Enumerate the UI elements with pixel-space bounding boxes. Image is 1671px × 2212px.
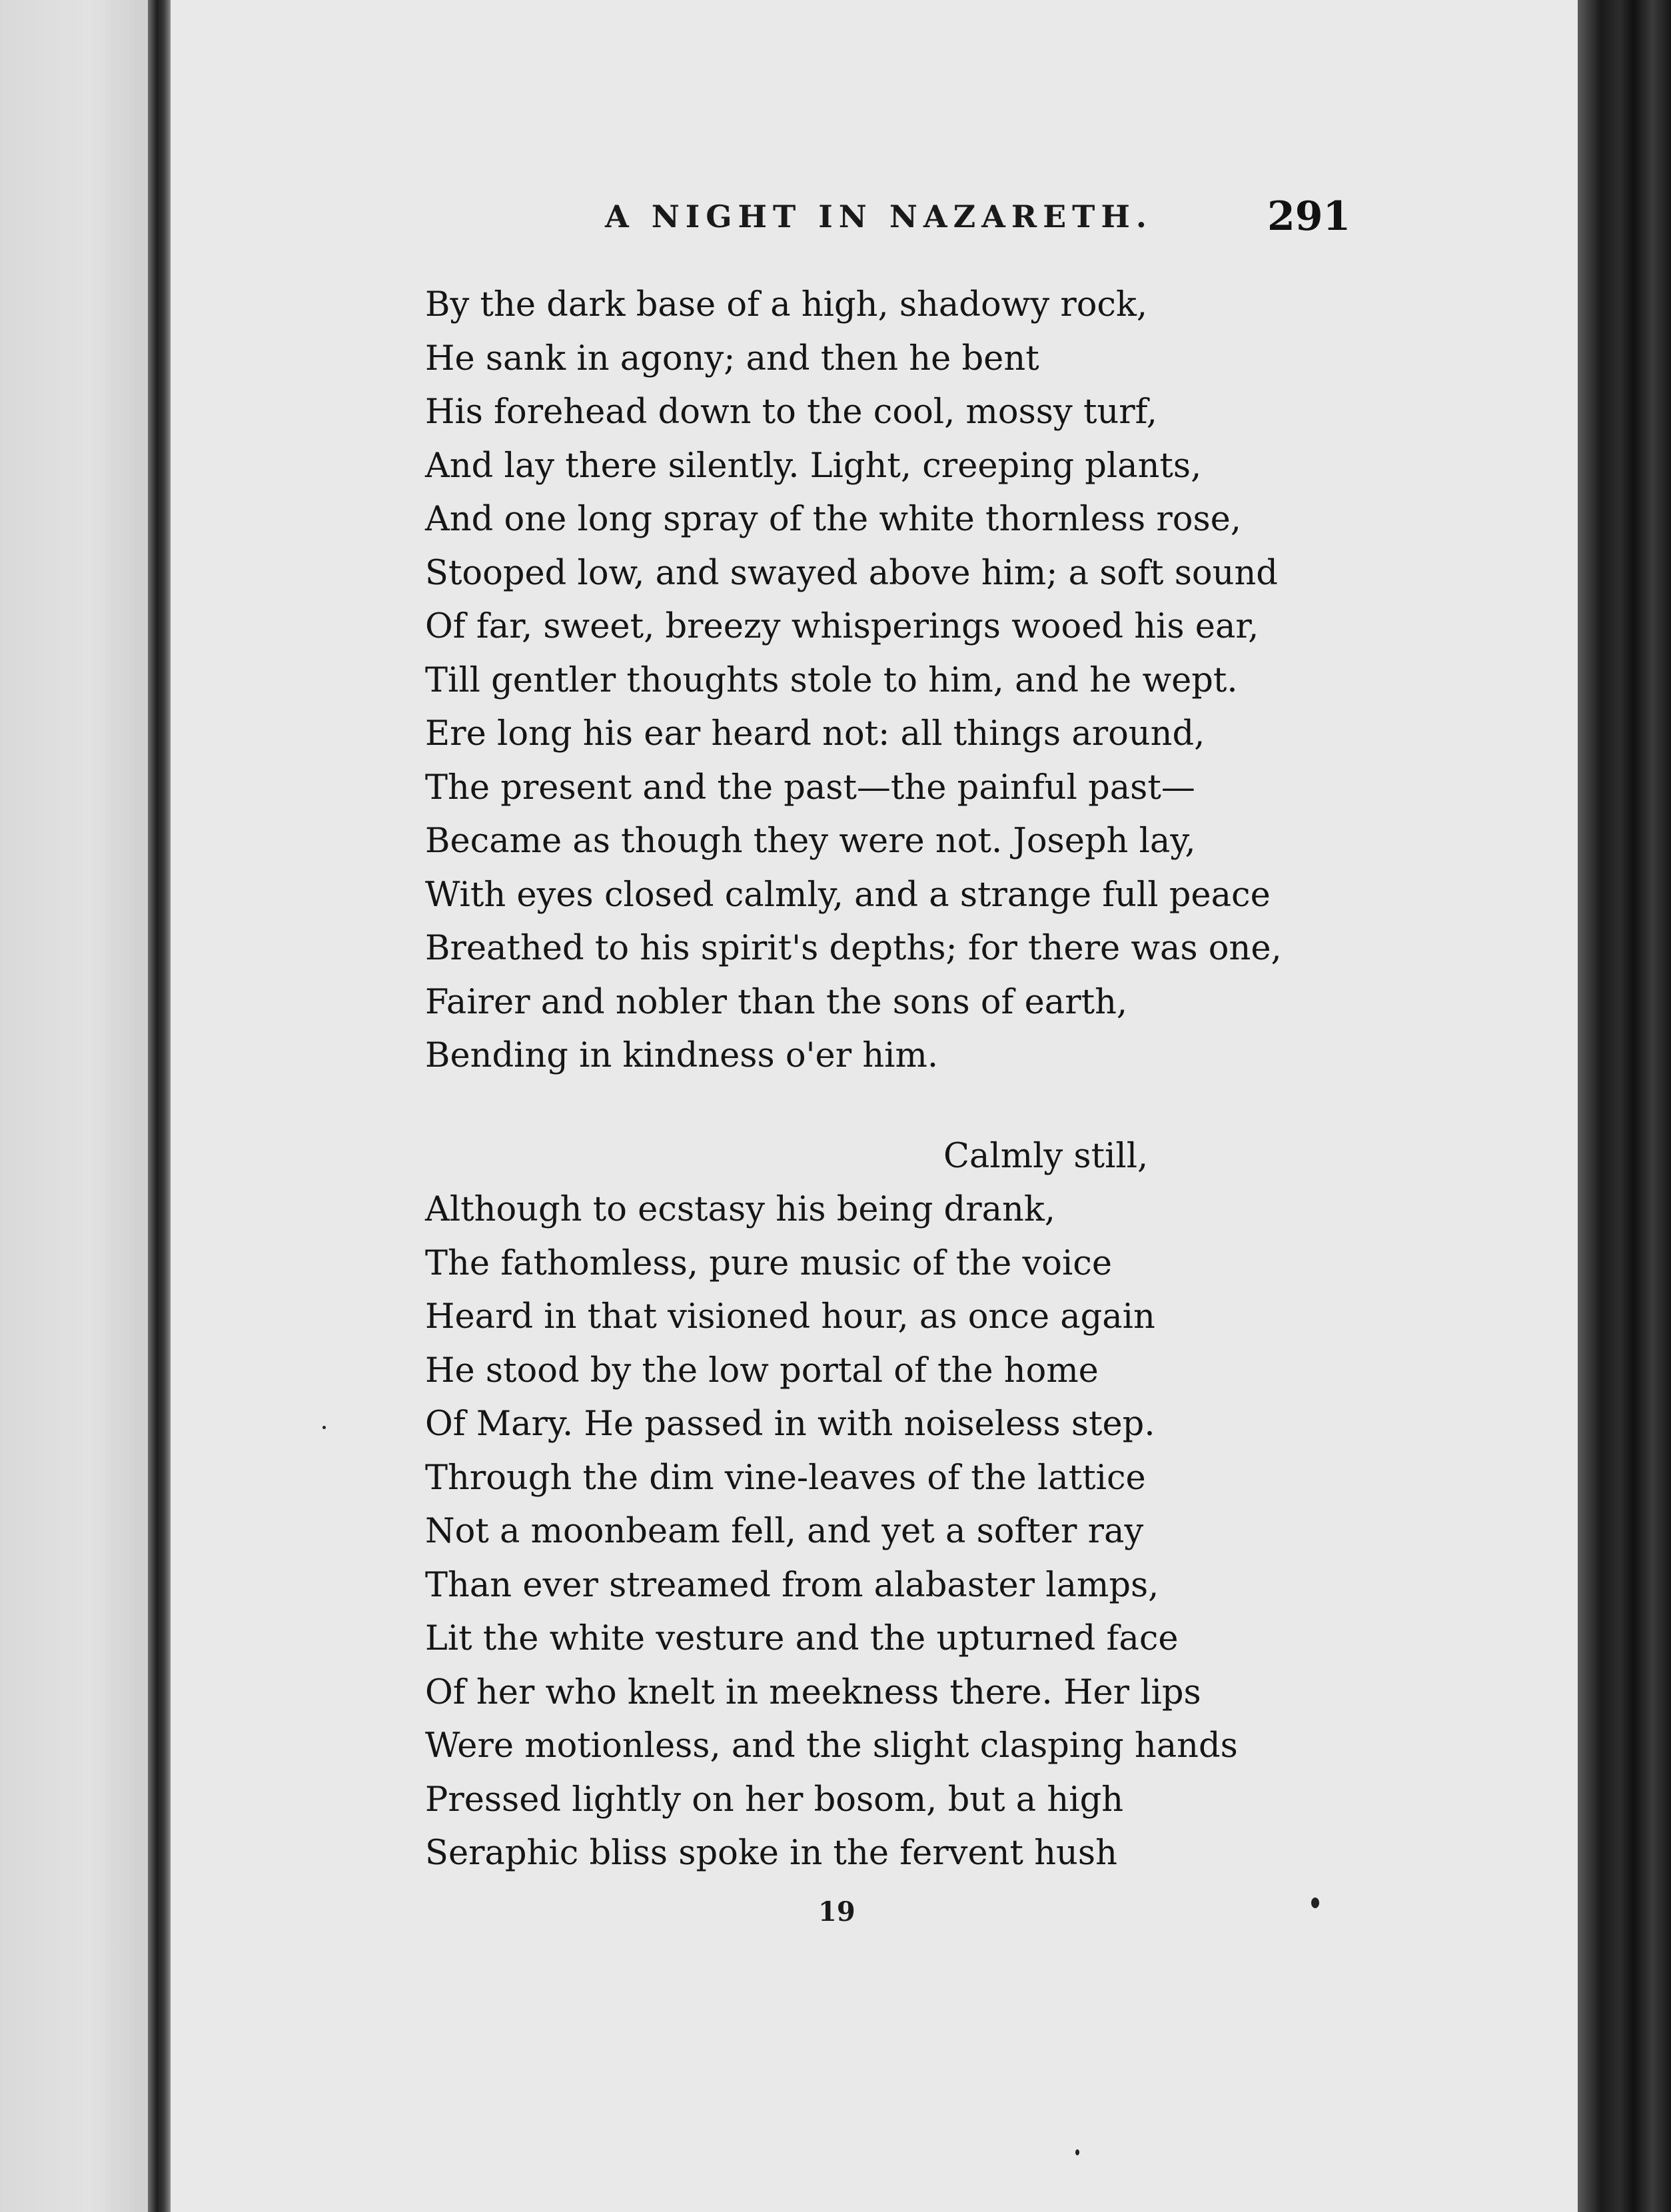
poem-line: Bending in kindness o'er him. xyxy=(425,1036,939,1075)
poem-line: With eyes closed calmly, and a strange full peace xyxy=(425,875,1271,915)
poem-line: And lay there silently. Light, creeping plants, xyxy=(425,446,1202,486)
poem-line: Of far, sweet, breezy whisperings wooed his ear, xyxy=(425,607,1259,646)
page-edge-shadow xyxy=(1578,0,1671,2212)
poem-line: Pressed lightly on her bosom, but a high xyxy=(425,1780,1124,1820)
poem-line: Ere long his ear heard not: all things around, xyxy=(425,714,1205,754)
poem-line: By the dark base of a high, shadowy rock, xyxy=(425,285,1148,324)
poem-line: The present and the past—the painful past— xyxy=(425,768,1195,808)
poem-line: Till gentler thoughts stole to him, and he wept. xyxy=(425,660,1238,700)
page-header xyxy=(0,193,1671,247)
poem-line: Through the dim vine-leaves of the lattice xyxy=(425,1458,1146,1498)
poem-text xyxy=(425,278,1291,1881)
poem-line: Fairer and nobler than the sons of earth, xyxy=(425,982,1128,1022)
poem-line: Not a moonbeam fell, and yet a softer ray xyxy=(425,1512,1144,1551)
poem-line: And one long spray of the white thornless rose, xyxy=(425,500,1242,539)
poem-line: Although to ecstasy his being drank, xyxy=(425,1190,1055,1229)
ink-speck xyxy=(1075,2149,1079,2155)
poem-line: The fathomless, pure music of the voice xyxy=(425,1243,1113,1283)
poem-line: Lit the white vesture and the upturned face xyxy=(425,1619,1179,1658)
poem-line: He sank in agony; and then he bent xyxy=(425,338,1039,378)
running-title: A NIGHT IN NAZARETH. xyxy=(605,199,1153,235)
poem-line: Than ever streamed from alabaster lamps, xyxy=(425,1565,1159,1605)
book-gutter xyxy=(148,0,171,2212)
facing-page-edge xyxy=(0,0,148,2212)
stanza-1 xyxy=(425,278,1291,1083)
stanza-2 xyxy=(425,1130,1291,1881)
poem-line: His forehead down to the cool, mossy turf, xyxy=(425,392,1157,432)
poem-line: Stooped low, and swayed above him; a soft sound xyxy=(425,553,1278,593)
poem-line: Breathed to his spirit's depths; for there was one, xyxy=(425,929,1282,968)
poem-line: Of her who knelt in meekness there. Her lips xyxy=(425,1672,1201,1712)
ink-speck xyxy=(1311,1898,1319,1908)
signature-mark: 19 xyxy=(818,1896,855,1928)
poem-line: Seraphic bliss spoke in the fervent hush xyxy=(425,1834,1117,1873)
poem-line: Of Mary. He passed in with noiseless step. xyxy=(425,1404,1155,1444)
poem-line: He stood by the low portal of the home xyxy=(425,1351,1099,1390)
stanza-break xyxy=(425,1083,1291,1130)
poem-line-indented: Calmly still, xyxy=(943,1136,1149,1176)
poem-line: Were motionless, and the slight clasping hands xyxy=(425,1726,1238,1766)
page-number: 291 xyxy=(1267,193,1351,240)
poem-line: Heard in that visioned hour, as once again xyxy=(425,1297,1155,1337)
poem-line: Became as though they were not. Joseph lay, xyxy=(425,822,1196,861)
ink-speck xyxy=(322,1426,326,1429)
